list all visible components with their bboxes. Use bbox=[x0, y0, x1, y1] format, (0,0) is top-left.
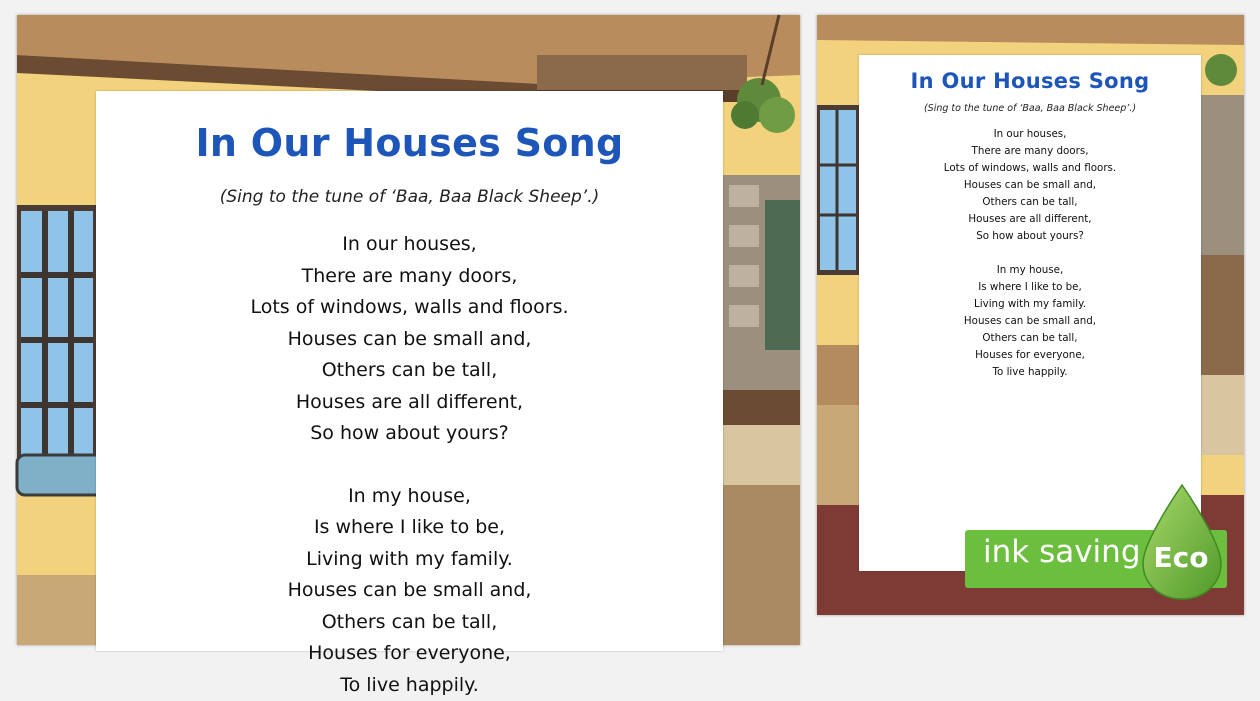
ink-saving-label: ink saving bbox=[983, 534, 1141, 570]
lyric-line: Is where I like to be, bbox=[96, 512, 723, 544]
preview-page-large bbox=[17, 15, 800, 645]
lyric-line: Houses are all different, bbox=[96, 387, 723, 419]
lyric-line: Living with my family. bbox=[859, 296, 1201, 313]
lyric-line: There are many doors, bbox=[96, 261, 723, 293]
lyric-line: So how about yours? bbox=[859, 228, 1201, 245]
eco-ink-saving-badge bbox=[965, 483, 1255, 601]
verse-1 bbox=[859, 126, 1201, 245]
lyric-line: Others can be tall, bbox=[859, 330, 1201, 347]
song-subtitle: (Sing to the tune of ‘Baa, Baa Black Sheep’.) bbox=[96, 187, 723, 207]
lyric-line: In our houses, bbox=[859, 126, 1201, 143]
lyric-line: Living with my family. bbox=[96, 544, 723, 576]
verse-2 bbox=[859, 262, 1201, 381]
lyric-line: In my house, bbox=[859, 262, 1201, 279]
lyric-line: To live happily. bbox=[859, 364, 1201, 381]
lyric-line: Lots of windows, walls and floors. bbox=[96, 292, 723, 324]
song-sheet-large bbox=[96, 91, 723, 651]
lyric-line: Is where I like to be, bbox=[859, 279, 1201, 296]
lyric-line: Others can be tall, bbox=[859, 194, 1201, 211]
lyric-line: Houses can be small and, bbox=[859, 177, 1201, 194]
eco-label: Eco bbox=[1151, 541, 1211, 574]
lyric-line: Houses can be small and, bbox=[859, 313, 1201, 330]
lyric-line: To live happily. bbox=[96, 670, 723, 701]
verse-2 bbox=[96, 481, 723, 701]
lyric-line: Houses can be small and, bbox=[96, 324, 723, 356]
lyric-line: There are many doors, bbox=[859, 143, 1201, 160]
lyric-line: So how about yours? bbox=[96, 418, 723, 450]
song-title: In Our Houses Song bbox=[859, 69, 1201, 93]
lyric-line: In my house, bbox=[96, 481, 723, 513]
song-subtitle: (Sing to the tune of ‘Baa, Baa Black Sheep’.) bbox=[859, 103, 1201, 114]
lyric-line: Others can be tall, bbox=[96, 607, 723, 639]
lyric-line: In our houses, bbox=[96, 229, 723, 261]
lyric-line: Houses are all different, bbox=[859, 211, 1201, 228]
lyric-line: Lots of windows, walls and floors. bbox=[859, 160, 1201, 177]
song-title: In Our Houses Song bbox=[96, 121, 723, 165]
lyric-line: Houses for everyone, bbox=[96, 638, 723, 670]
lyric-line: Others can be tall, bbox=[96, 355, 723, 387]
verse-1 bbox=[96, 229, 723, 450]
lyric-line: Houses can be small and, bbox=[96, 575, 723, 607]
lyric-line: Houses for everyone, bbox=[859, 347, 1201, 364]
